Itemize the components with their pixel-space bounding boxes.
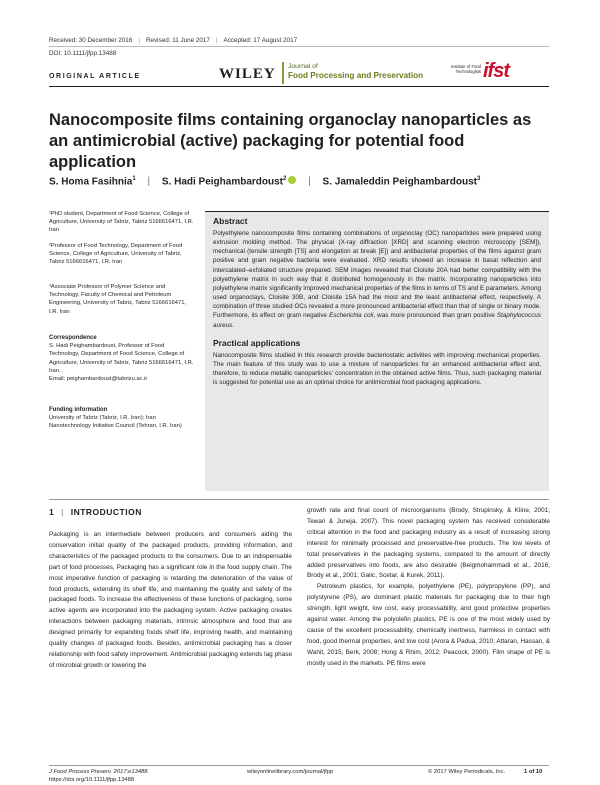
author-list (49, 176, 480, 187)
header-divider (49, 46, 549, 47)
body-paragraph: growth rate and final count of microorganisms (Brody, Strupinsky, & Kline, 2001; Tewari & Juneja, 2007). This novel packaging system has received considerable critical attention in the food and packaging industry as a result of increasing strong interest for minimally processed and preservative-free products. The low levels of total preservatives in the packaging systems, compared to the amount of directly added preservatives into foods, are also desirable (Beigmohammadi et al., 2016; Brody et al., 2001; Galic, Scetar, & Kurek, 2011). (307, 507, 550, 580)
article-dates: Received: 30 December 2016 | Revised: 11 June 2017 | Accepted: 17 August 2017 (49, 37, 298, 44)
paper-title: Nanocomposite films containing organoclay nanoparticles as an antimicrobial (active) packaging for potential food application (49, 111, 532, 171)
body-paragraph: Petroleum plastics, for example, polyethylene (PE), polypropylene (PP), and polystyrene (PS), are dominant plastic materials for packaging due to their high strength, light weight, low cost, easy processability, and good protective properties against water. Among the polyolefin plastics, PE is one of the most widely used by cause of the excellent processability, chemically inertness, harmless in contact with food, good thermal properties, and low cost (Arora & Padua, 2010; Attaran, Hassan, & Wahit, 2015; Berk, 2008; Hong & Rhim, 2012; Peacock, 2000). Film shape of PE is mostly used in the markets. PE films were (307, 583, 550, 667)
abstract-body-end: . (232, 321, 235, 329)
author-1[interactable]: S. Homa Fasihnia (49, 176, 133, 188)
author-2[interactable]: S. Hadi Peighambardoust (161, 176, 284, 188)
journal-name-line1: Journal of (288, 63, 318, 70)
ifst-logo: ifst (483, 60, 509, 82)
page-number: 1 of 10 (524, 769, 543, 775)
footer-citation (49, 768, 149, 784)
author-2-affil: 2 (283, 176, 287, 182)
section-heading (49, 507, 142, 517)
ift-caption: Institute of Food Technologists (450, 64, 481, 74)
abstract-body-mid: , was more pronounced than gram positive (373, 312, 495, 320)
correspondence-text: S. Hadi Peighambardoust, Professor of Food Technology, Department of Food Science, College of Agriculture, University of Tabriz, Tabriz 5166616471, I.R. Iran. (49, 343, 194, 374)
citation-text: J Food Process Preserv. 2017;e13488. (49, 769, 150, 775)
author-separator: | (308, 176, 311, 188)
doi-text: DOI: 10.1111/jfpp.13488 (49, 50, 117, 57)
funding-heading: Funding information (49, 407, 108, 413)
section-title: INTRODUCTION (70, 507, 142, 517)
abstract-species-2: Staphylococcus aureus (213, 312, 542, 329)
affiliation-1: ¹PhD student, Department of Food Science, College of Agriculture, University of Tabriz, Tabriz 5166616471, I.R. Iran (49, 211, 194, 234)
correspondence-heading: Correspondence (49, 335, 97, 341)
footer-doi-link[interactable]: https://doi.org/10.1111/jfpp.13488 (49, 777, 135, 783)
abstract-body: Polyethylene nanocomposite films containing combinations of organoclay (OC) nanoparticles were prepared using extrusion molding method. The physical (X-ray diffraction [XRD] and scanning electron microscopy [SEM]), mechanical (tensile strength [TS] and elongation at break [E]) and antibacterial properties of the films against gram positive and gram negative bacteria were evaluated. XRD results showed an increase in basal reflection and intercalated–exfoliated structure prepared. SEM images revealed that Cloisite 20A had better compatibility with the polyethylene matrix in such way that it distributed homogenously in the matrix. Incorporating nanoparticles into polyethylene matrix significantly improved mechanical properties of the films in terms of TS and E parameters. Among used organoclays, Cloisite 30B, and Cloisite 15A had the most and the least antibacterial effect, respectively. A combination of three studied OCs revealed a more pronounced antibacterial effect than that of single or binary mode. Furthermore, its effect on gram negative (213, 230, 541, 320)
practical-text: Nanocomposite films studied in this research provide bacteriostatic activities with improving mechanical properties. The main feature of this study was to use a mixture of nanoparticles for an enhanced antibacterial effect and, therefore, to reduce metallic nanoparticles' concentration in the obtained active films. Thus, such packaging material is suggested for potential use as an optimal choice for antimicrobial food packaging applications. (213, 351, 541, 387)
article-type-rule (49, 86, 549, 87)
journal-name (288, 62, 423, 80)
article-type-label: ORIGINAL ARTICLE (49, 73, 141, 80)
footer-copyright: © 2017 Wiley Periodicals, Inc. (428, 769, 506, 775)
abstract-text (213, 229, 541, 330)
section-separator: | (61, 507, 64, 517)
funding-text: University of Tabriz (Tabriz, I.R. Iran); Iran Nanotechnology Initiative Council (Tehran, I.R. Iran) (49, 415, 182, 430)
affiliation-3: ³Associate Professor of Polymer Science and Technology, Faculty of Chemical and Petroleum Engineering, University of Tabriz, Tabriz 5166616471, I.R. Iran (49, 284, 187, 315)
author-1-affil: 1 (132, 176, 136, 182)
journal-name-line2: Food Processing and Preservation (288, 71, 424, 80)
abstract-box (205, 211, 549, 491)
accepted-date: Accepted: 17 August 2017 (223, 37, 298, 44)
author-3-affil: 3 (477, 176, 481, 182)
abstract-heading: Abstract (213, 216, 248, 226)
author-3[interactable]: S. Jamaleddin Peighambardoust (322, 176, 478, 188)
orcid-icon[interactable] (288, 176, 296, 184)
affiliation-2: ²Professor of Food Technology, Department of Food Science, College of Agriculture, University of Tabriz, Tabriz 5166616471, I.R. Iran (49, 243, 183, 266)
abstract-species-1: Escherichia coli (329, 312, 374, 320)
correspondence-email[interactable]: Email: peighambardoust@tabrizu.ac.ir (49, 376, 148, 383)
section-number: 1 (49, 507, 55, 517)
correspondence-block (49, 334, 195, 383)
body-column-right (307, 506, 550, 670)
footer-site-link[interactable]: wileyonlinelibrary.com/journal/jfpp (247, 769, 334, 775)
journal-accent-bar (282, 62, 284, 84)
received-date: Received: 30 December 2016 (49, 37, 133, 44)
section-divider (49, 499, 549, 500)
body-column-left: Packaging is an intermediate between producers and consumers aiding the conservation initial quality of the packaged products, providing information, and characteristics of the packaged products to the consumers. Due to an indispensable part of food processes, Packaging has a significant role in the food supply chain. The most imperative function of packaging is retarding the deterioration of the value of food products, extending its shelf life, and maintaining the quality and safety of the packaged foods. To increase the effectiveness of these functions of packaging, some active agents are incorporated into the packaging system. Active packaging creates interactions between packaging materials, intrinsic atmosphere and food that are designed primarily for expanding foods shelf life, improving health, and maintaining quality changes of packaged foods. Besides, antimicrobial packaging has a closer relationship with food safety improvement. Antimicrobial packaging extends lag phase of microbial growth or lowering the (49, 531, 292, 669)
author-separator: | (147, 176, 151, 188)
practical-heading: Practical applications (213, 337, 301, 348)
footer-divider (49, 765, 549, 766)
revised-date: Revised: 11 June 2017 (145, 37, 210, 44)
publisher-logo: WILEY (219, 66, 276, 82)
funding-block (49, 406, 195, 431)
